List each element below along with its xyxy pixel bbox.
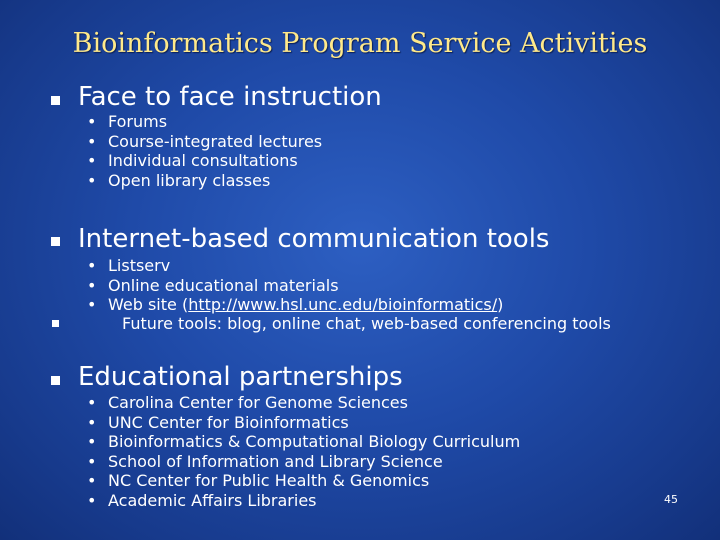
list-item: • School of Information and Library Science — [87, 451, 443, 471]
bullet-dot-icon: • — [87, 151, 97, 171]
future-tools-text: Future tools: blog, online chat, web-based conferencing tools — [122, 314, 611, 333]
bullet-dot-icon: • — [87, 412, 97, 432]
bullet-dot-icon: • — [87, 112, 97, 131]
square-bullet-icon — [51, 237, 60, 246]
list-item: • Individual consultations — [87, 151, 298, 171]
bullet-dot-icon: • — [87, 170, 97, 190]
list-item: • Forums — [87, 112, 168, 131]
slide-title: Bioinformatics Program Service Activities — [72, 28, 648, 59]
internet-tools-list — [87, 256, 503, 315]
bullet-dot-icon: • — [87, 295, 97, 315]
list-item: • Course-integrated lectures — [87, 131, 323, 151]
bullet-dot-icon: • — [87, 256, 97, 275]
list-item: • Web site (http://www.hsl.unc.edu/bioinformatics/) — [87, 295, 504, 315]
face-to-face-list — [87, 112, 322, 190]
bullet-dot-icon: • — [87, 471, 97, 491]
list-item: • Carolina Center for Genome Sciences — [87, 393, 408, 412]
list-item: • Open library classes — [87, 170, 271, 190]
list-item: • NC Center for Public Health & Genomics — [87, 471, 430, 491]
bullet-dot-icon: • — [87, 451, 97, 471]
website-link[interactable]: http://www.hsl.unc.edu/bioinformatics/ — [188, 295, 498, 315]
list-item: • Bioinformatics & Computational Biology Curriculum — [87, 432, 521, 452]
list-item: • Academic Affairs Libraries — [87, 490, 317, 510]
bullet-dot-icon: • — [87, 393, 97, 412]
partnerships-list — [87, 393, 520, 511]
section-heading-partnerships: Educational partnerships — [78, 362, 403, 392]
bullet-dot-icon: • — [87, 131, 97, 151]
list-item: • UNC Center for Bioinformatics — [87, 412, 349, 432]
section-heading-internet-tools: Internet-based communication tools — [78, 224, 550, 254]
list-item: • Online educational materials — [87, 275, 339, 295]
bullet-dot-icon: • — [87, 275, 97, 295]
square-bullet-icon — [51, 96, 60, 105]
square-bullet-icon — [52, 320, 59, 327]
page-number: 45 — [664, 493, 678, 506]
bullet-dot-icon: • — [87, 432, 97, 452]
bullet-dot-icon: • — [87, 490, 97, 510]
square-bullet-icon — [51, 376, 60, 385]
list-item: • Listserv — [87, 256, 171, 275]
section-heading-face-to-face: Face to face instruction — [78, 82, 382, 112]
